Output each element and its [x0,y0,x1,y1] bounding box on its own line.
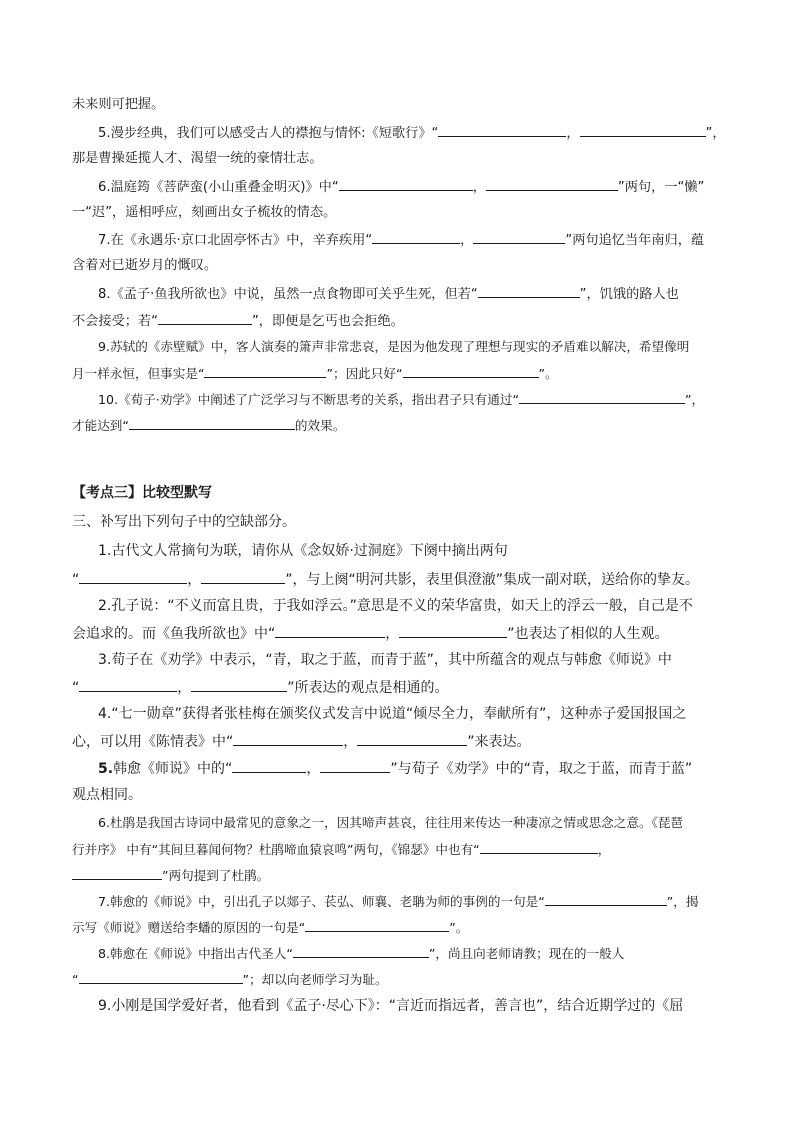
answer-blank[interactable] [204,364,326,378]
answer-blank[interactable] [339,177,473,191]
answer-blank[interactable] [79,570,187,584]
answer-blank[interactable] [201,570,285,584]
answer-blank[interactable] [403,364,539,378]
p3-q1-line-1: 1.古代文人常摘句为联，请你从《念奴娇·过洞庭》下阕中摘出两句 [98,543,508,559]
q9-line-1: 9.苏轼的《赤壁赋》中，客人演奏的箫声非常悲哀，是因为他发现了理想与现实的矛盾难以解决，希望像明 [98,339,690,354]
q7-line-2: 含着对已逝岁月的慨叹。 [72,258,218,273]
answer-blank[interactable] [129,416,295,430]
answer-blank[interactable] [372,230,460,244]
p3-q1-line-2: “ ， ”，与上阕“明河共影，表里俱澄澈”集成一副对联，送给你的挚友。 [72,572,700,588]
q8-line-1: 8.《孟子·鱼我所欲也》中说，虽然一点食物即可关乎生死，但若“ ”，饥饿的路人也 [98,284,679,304]
answer-blank[interactable] [545,892,667,906]
p3-q2-line-2: 会追求的。而《鱼我所欲也》中“ ， ”也表达了相似的人生观。 [72,626,669,642]
q8-line-2: 不会接受；若“ ”，即便是乞丐也会拒绝。 [72,311,404,331]
p3-q9-line-1: 9.小刚是国学爱好者，他看到《孟子·尽心下》：“言近而指远者，善言也”，结合近期学过的《屈 [98,998,684,1014]
p3-q8-line-2: “ ”；却以向老师学习为耻。 [72,972,388,987]
q10-line-1: 10.《荀子·劝学》中阐述了广泛学习与不断思考的关系，指出君子只有通过“ ”， [98,392,705,407]
p3-q6-line-1: 6.杜鹃是我国古诗词中最常见的意象之一，因其啼声甚哀，往往用来传达一种凄凉之情或思念之意。《琵琶 [98,815,684,830]
q10-line-2: 才能达到“ 的效果。 [72,418,346,433]
q5-line-1: 5.漫步经典，我们可以感受古人的襟抱与情怀:《短歌行》“ ， ”， [98,123,726,143]
answer-blank[interactable] [293,944,429,958]
answer-blank[interactable] [519,390,685,404]
answer-blank[interactable] [79,678,177,692]
p3-q3-line-1: 3.荀子在《劝学》中表示，“青，取之于蓝，而青于蓝”，其中所蕴含的观点与韩愈《师说》中 [98,652,672,668]
answer-blank[interactable] [480,840,598,854]
q6-line-2: 一“迟”，遥相呼应，刻画出女子梳妆的情态。 [72,205,337,220]
p3-q2-line-1: 2.孔子说：“不义而富且贵，于我如浮云。”意思是不义的荣华富贵，如天上的浮云一般，自己是不 [98,598,693,614]
p3-q5-line-2: 观点相同。 [72,787,142,803]
answer-blank[interactable] [486,177,618,191]
answer-blank[interactable] [357,732,467,746]
p3-q3-line-2: “ ， ”所表达的观点是相通的。 [72,680,449,696]
answer-blank[interactable] [399,624,507,638]
answer-blank[interactable] [580,123,706,137]
answer-blank[interactable] [79,970,243,984]
p3-q5-line-1: 5.韩愈《师说》中的“ ， ”与荀子《劝学》中的“青，取之于蓝，而青于蓝” [98,761,693,777]
answer-blank[interactable] [233,732,343,746]
answer-blank[interactable] [232,759,306,773]
p3-q6-line-2: 行并序》 中有“其间旦暮闻何物？杜鹃啼血猿哀鸣”两句，《锦瑟》中也有“ ， [72,842,611,857]
p3-q7-line-2: 示写《师说》赠送给李蟠的原因的一句是“ ”。 [72,920,469,935]
q7-line-1: 7.在《永遇乐·京口北固亭怀古》中，辛弃疾用“ ， ”两句追忆当年南归，蕴 [98,230,704,250]
q9-line-2: 月一样永恒，但事实是“ ”；因此只好“ ”。 [72,366,558,381]
p3-q4-line-2: 心，可以用《陈情表》中“ ， ”来表达。 [72,734,531,750]
section-heading: 【考点三】比较型默写 [72,485,212,501]
answer-blank[interactable] [478,284,580,298]
answer-blank[interactable] [191,678,287,692]
p3-q8-line-1: 8.韩愈在《师说》中指出古代圣人“ ”，尚且向老师请教；现在的一般人 [98,946,625,961]
q6-line-1: 6.温庭筠《菩萨蛮(小山重叠金明灭)》中“ ， ”两句，一“懒” [98,177,704,197]
p3-q7-line-1: 7.韩愈的《师说》中，引出孔子以郯子、苌弘、师襄、老聃为师的事例的一句是“ ”，揭 [98,894,699,909]
answer-blank[interactable] [72,866,162,880]
q5-line-2: 那是曹操延揽人才、渴望一统的豪情壮志。 [72,151,323,166]
section-title: 三、补写出下列句子中的空缺部分。 [72,514,296,530]
p3-q4-line-1: 4.“七一勋章”获得者张桂梅在颁奖仪式发言中说道“倾尽全力，奉献所有”，这种赤子爱国报国之 [98,706,687,722]
answer-blank[interactable] [320,759,390,773]
p3-q6-line-3: ”两句提到了杜鹃。 [72,866,269,885]
answer-blank[interactable] [275,624,385,638]
answer-blank[interactable] [305,918,449,932]
answer-blank[interactable] [438,123,566,137]
answer-blank[interactable] [473,230,565,244]
carry-over-line: 未来则可把握。 [72,97,165,112]
answer-blank[interactable] [158,311,252,325]
